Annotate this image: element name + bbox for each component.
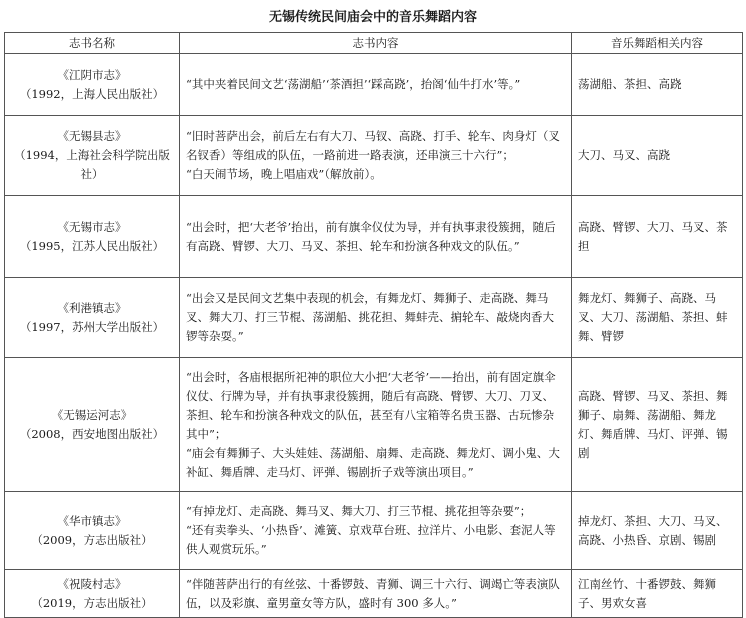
book-content-cell <box>180 570 572 618</box>
book-title: 《无锡运河志》 <box>51 407 133 422</box>
book-title: 《利港镇志》 <box>57 300 127 315</box>
book-publication: （1992，上海人民出版社） <box>19 86 165 101</box>
content-quote: “还有卖拳头、‘小热昏’、滩簧、京戏草台班、拉洋片、小电影、套泥人等供人观赏玩乐。” <box>186 523 556 556</box>
content-quote: “出会时，把‘大老爷’抬出，前有旗伞仪仗为导，并有执事隶役簇拥，随后有高跷、臂锣、大刀、马叉、茶担、轮车和扮演各种戏文的队伍。” <box>186 219 556 253</box>
related-content-cell: 高跷、臂锣、大刀、马叉、茶担 <box>572 196 743 278</box>
book-content-cell <box>180 116 572 196</box>
book-name-cell <box>5 278 180 358</box>
book-publication: （1994，上海社会科学院出版社） <box>14 148 170 181</box>
table-row <box>5 116 743 196</box>
book-name-cell <box>5 54 180 116</box>
header-row <box>5 33 743 54</box>
content-quote: “出会又是民间文艺集中表现的机会，有舞龙灯、舞狮子、走高跷、舞马叉、舞大刀、打三节棍、荡湖船、挑花担、舞蚌壳、掮轮车、敲烧肉香大锣等杂耍。” <box>186 291 554 343</box>
content-quote: “白天闹节场，晚上唱庙戏”（解放前）。 <box>186 167 382 181</box>
gazetteer-table <box>4 32 743 618</box>
book-name-cell <box>5 358 180 492</box>
header-related-content: 音乐舞蹈相关内容 <box>572 33 743 54</box>
content-quote: “出会时，各庙根据所祀神的职位大小把‘大老爷’——抬出，前有固定旗伞仪仗、行牌为导，并有执事隶役簇拥，随后有高跷、臂锣、大刀、刀叉、茶担、轮车和扮演各种戏文的队伍，甚至有八宝箱等名贵玉器、古玩惨杂其中”； <box>186 369 556 441</box>
book-name-cell <box>5 492 180 570</box>
content-quote: “庙会有舞狮子、大头娃娃、荡湖船、扇舞、走高跷、舞龙灯、调小鬼、大补缸、舞盾牌、走马灯、评弹、锡剧折子戏等演出项目。” <box>186 445 560 479</box>
content-quote: “其中夹着民间文艺‘荡湖船’‘茶酒担’‘踩高跷’，抬阁‘仙牛打水’等。” <box>186 77 521 91</box>
book-publication: （1997，苏州大学出版社） <box>19 319 165 334</box>
book-title: 《无锡县志》 <box>57 129 127 143</box>
table-row <box>5 570 743 618</box>
related-content-cell: 江南丝竹、十番锣鼓、舞狮子、男欢女喜 <box>572 570 743 618</box>
related-content-cell: 大刀、马叉、高跷 <box>572 116 743 196</box>
book-name-cell <box>5 570 180 618</box>
book-name-cell <box>5 116 180 196</box>
table-row <box>5 358 743 492</box>
book-publication: （2008，西安地图出版社） <box>19 426 165 441</box>
related-content-cell: 荡湖船、茶担、高跷 <box>572 54 743 116</box>
book-publication: （2019，方志出版社） <box>31 595 153 610</box>
table-row <box>5 492 743 570</box>
table-row <box>5 196 743 278</box>
related-content-cell: 掉龙灯、茶担、大刀、马叉、高跷、小热昏、京剧、锡剧 <box>572 492 743 570</box>
book-content-cell <box>180 196 572 278</box>
content-quote: “伴随菩萨出行的有丝弦、十番锣鼓、青狮、调三十六行、调竭亡等表演队伍，以及彩旗、童男童女等方队，盛时有 300 多人。” <box>186 576 560 610</box>
related-content-cell: 舞龙灯、舞狮子、高跷、马叉、大刀、荡湖船、茶担、蚌舞、臂锣 <box>572 278 743 358</box>
book-content-cell <box>180 358 572 492</box>
book-publication: （2009，方志出版社） <box>31 532 153 547</box>
table-row <box>5 54 743 116</box>
related-content-cell: 高跷、臂锣、马叉、茶担、舞狮子、扇舞、荡湖船、舞龙灯、舞盾牌、马灯、评弹、锡剧 <box>572 358 743 492</box>
book-title: 《华市镇志》 <box>57 513 127 528</box>
content-quote: “旧时菩萨出会，前后左右有大刀、马钗、高跷、打手、轮车、肉身灯（叉名钗香）等组成的队伍，一路前进一路表演，还串演三十六行”； <box>186 129 560 162</box>
book-content-cell <box>180 278 572 358</box>
book-content-cell <box>180 492 572 570</box>
header-book-name: 志书名称 <box>5 33 180 54</box>
book-name-cell <box>5 196 180 278</box>
book-title: 《祝陵村志》 <box>57 576 127 591</box>
book-publication: （1995，江苏人民出版社） <box>19 238 165 253</box>
header-book-content: 志书内容 <box>180 33 572 54</box>
book-content-cell <box>180 54 572 116</box>
table-title: 无锡传统民间庙会中的音乐舞蹈内容 <box>268 10 477 25</box>
table-row <box>5 278 743 358</box>
book-title: 《无锡市志》 <box>57 219 127 234</box>
content-quote: “有掉龙灯、走高跷、舞马叉、舞大刀、打三节棍、挑花担等杂要”； <box>186 504 532 518</box>
book-title: 《江阴市志》 <box>57 67 127 82</box>
